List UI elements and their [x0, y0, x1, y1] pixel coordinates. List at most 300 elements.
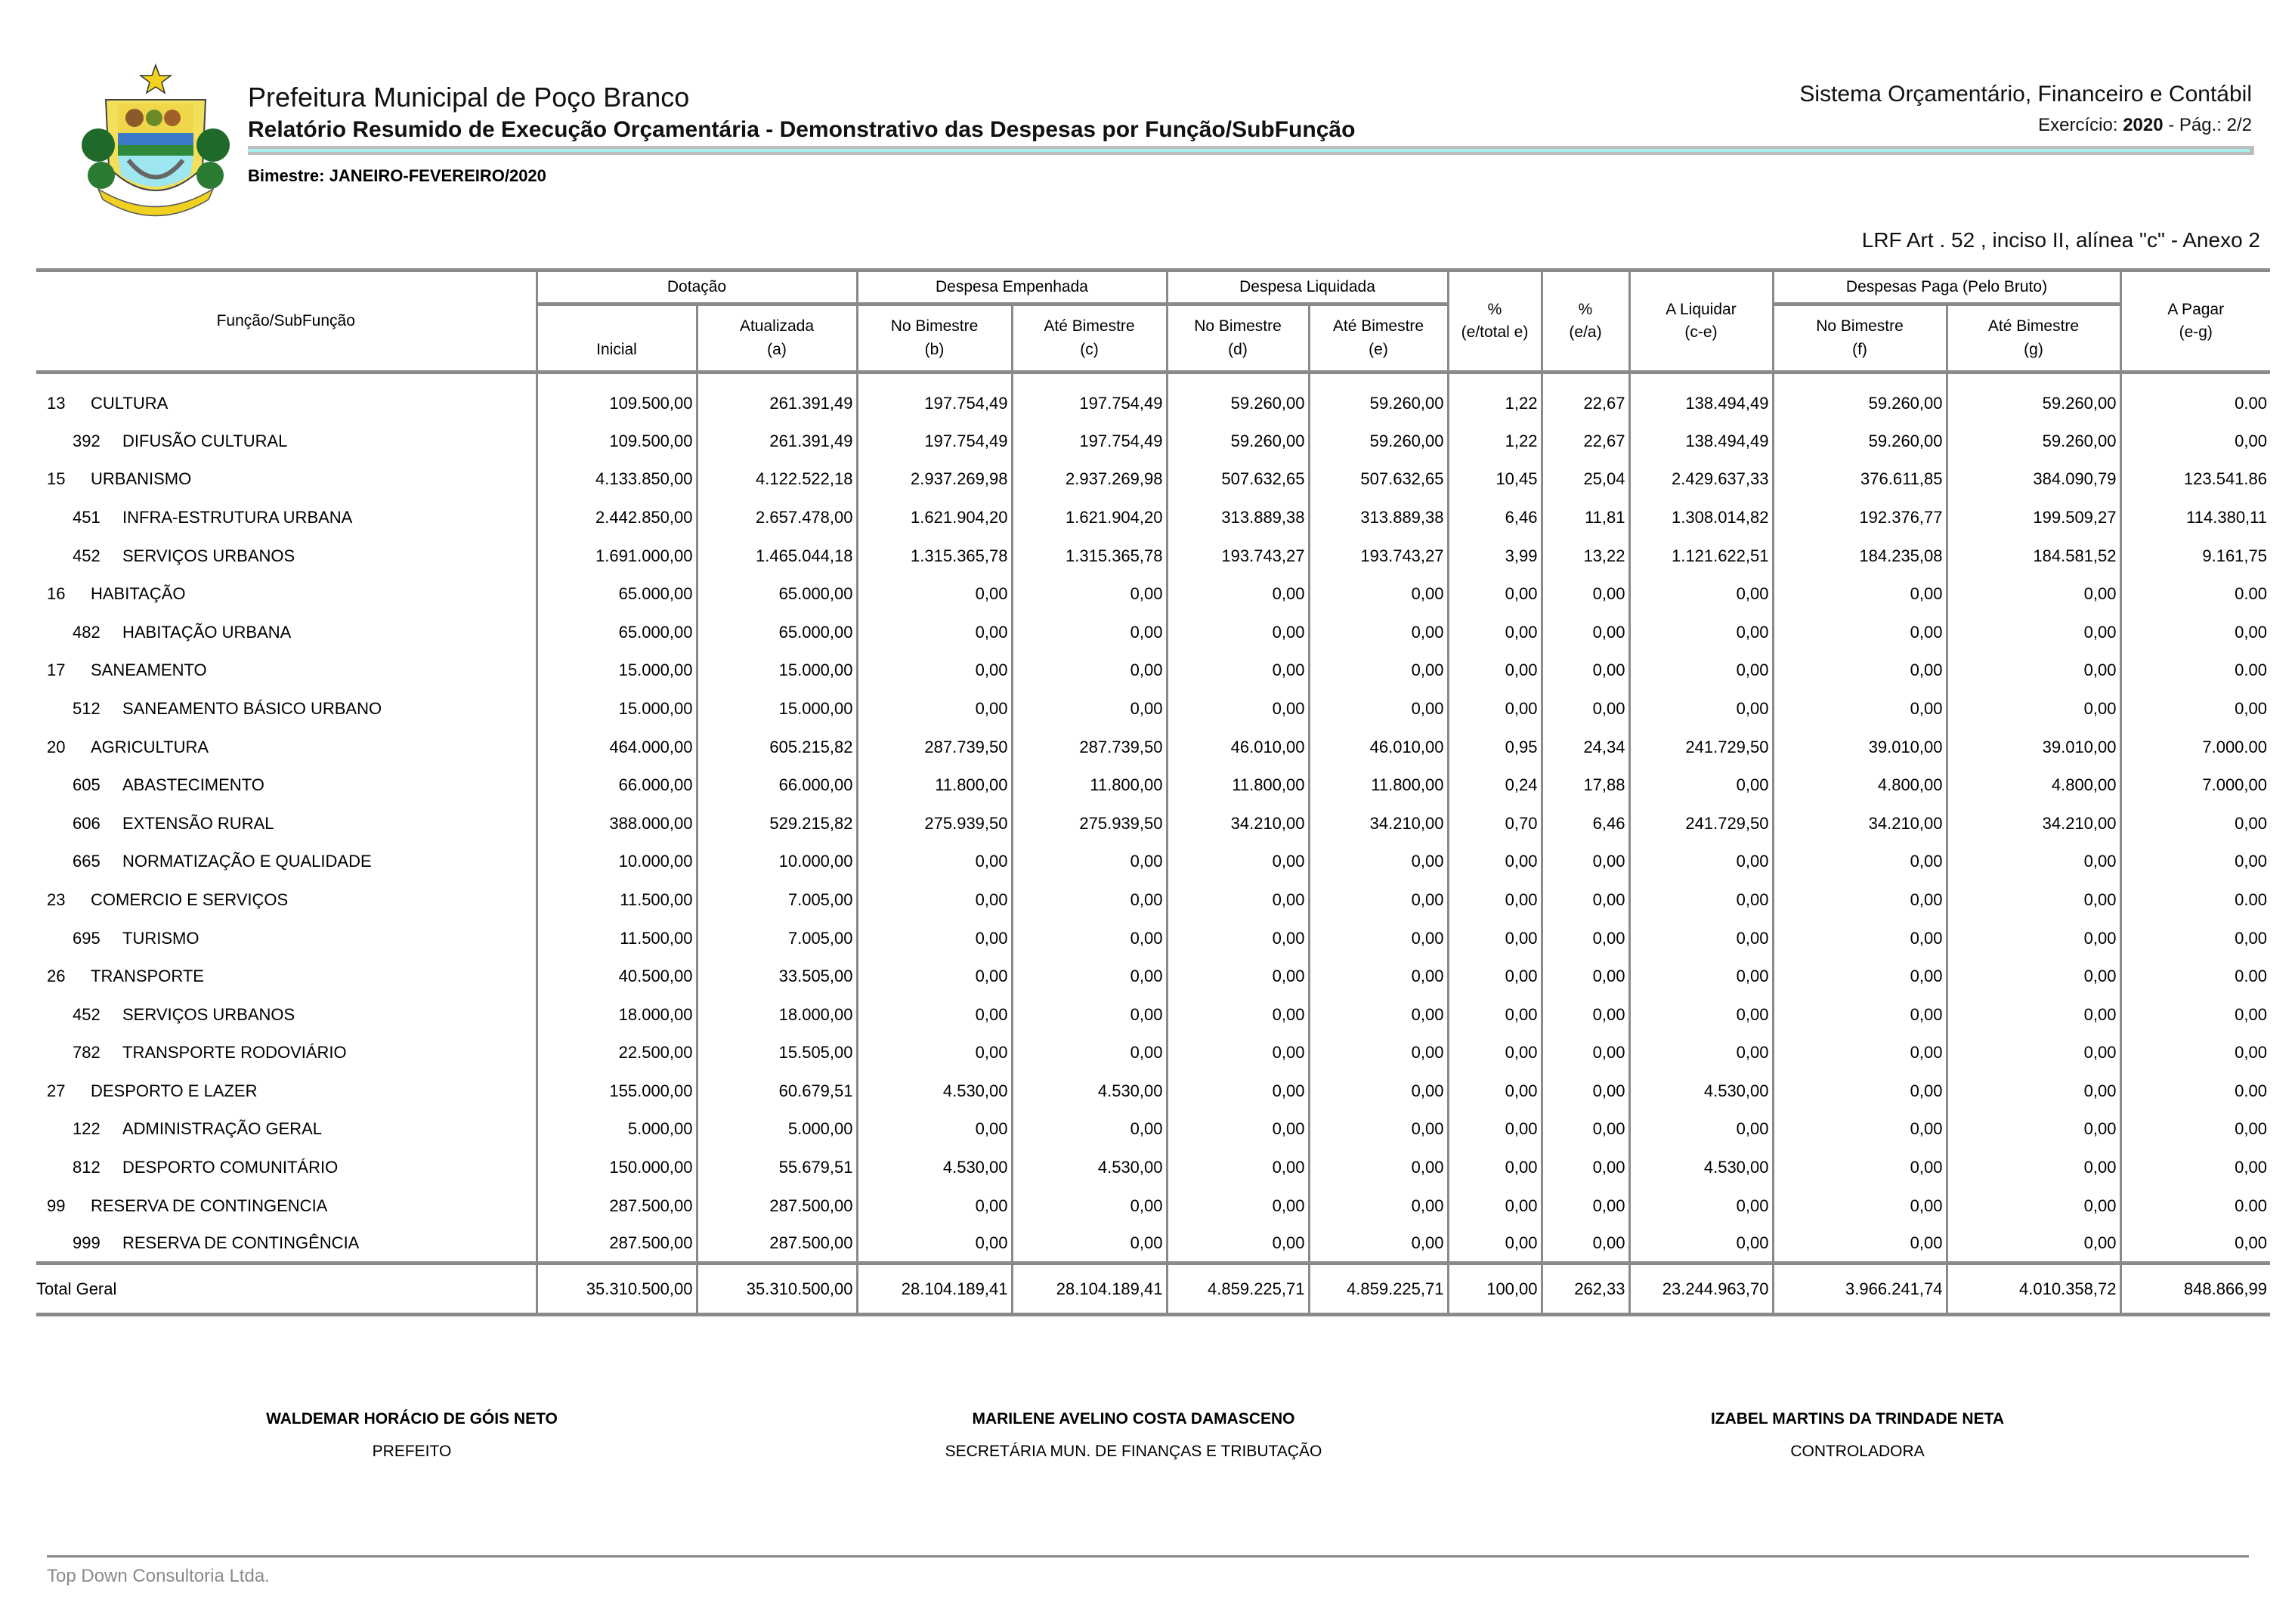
row-label	[36, 422, 537, 461]
cell-pct-ea: 0,00	[1542, 919, 1629, 957]
cell-pct-total: 0,00	[1448, 1225, 1542, 1264]
cell-atualizada: 1.465.044,18	[697, 537, 857, 575]
row-name: SANEAMENTO BÁSICO URBANO	[122, 698, 382, 718]
row-label	[36, 995, 537, 1034]
cell-pct-ea: 13,22	[1542, 537, 1629, 575]
subfuncao-row	[36, 1225, 2270, 1264]
cell-pct-total: 0,00	[1448, 881, 1542, 920]
cell-empenhada-ate-bimestre: 0,00	[1012, 995, 1167, 1034]
cell-liquidada-ate-bimestre: 11.800,00	[1309, 766, 1448, 805]
header-empenhada-no-bimestre: No Bimestre (b)	[857, 305, 1012, 373]
cell-empenhada-no-bimestre: 0,00	[857, 919, 1012, 957]
subfuncao-row	[36, 537, 2270, 575]
row-label	[36, 460, 537, 499]
row-code: 605	[73, 775, 101, 795]
subfuncao-row	[36, 995, 2270, 1034]
total-a-liquidar: 23.244.963,70	[1629, 1264, 1773, 1315]
row-code: 606	[73, 813, 101, 833]
row-name: HABITAÇÃO URBANA	[122, 622, 292, 642]
cell-pct-ea: 17,88	[1542, 766, 1629, 805]
cell-atualizada: 10.000,00	[697, 843, 857, 881]
cell-a-liquidar: 1.121.622,51	[1629, 537, 1773, 575]
row-label	[36, 728, 537, 766]
cell-liquidada-no-bimestre: 11.800,00	[1167, 766, 1309, 805]
cell-inicial: 65.000,00	[537, 575, 697, 614]
cell-pct-total: 0,00	[1448, 1149, 1542, 1187]
cell-pct-total: 0,00	[1448, 613, 1542, 651]
row-name: URBANISMO	[91, 469, 192, 489]
total-a-pagar: 848.866,99	[2120, 1264, 2270, 1315]
total-pct-ea: 262,33	[1542, 1264, 1629, 1315]
cell-paga-ate-bimestre: 0,00	[1947, 1149, 2120, 1187]
cell-a-liquidar: 0,00	[1629, 1225, 1773, 1264]
cell-empenhada-ate-bimestre: 0,00	[1012, 1186, 1167, 1225]
cell-liquidada-ate-bimestre: 0,00	[1309, 957, 1448, 996]
row-label	[36, 1110, 537, 1149]
cell-paga-no-bimestre: 59.260,00	[1773, 422, 1947, 461]
cell-empenhada-ate-bimestre: 0,00	[1012, 575, 1167, 614]
cell-liquidada-ate-bimestre: 0,00	[1309, 995, 1448, 1034]
signature-secretaria: MARILENE AVELINO COSTA DAMASCENO SECRETÁRIA MUN. DE FINANÇAS E TRIBUTAÇÃO	[945, 1410, 1322, 1460]
cell-pct-total: 0,00	[1448, 1034, 1542, 1072]
row-label	[36, 804, 537, 843]
report-subtitle: Relatório Resumido de Execução Orçamentária - Demonstrativo das Despesas por Função/SubFunção	[248, 117, 1356, 142]
cell-paga-ate-bimestre: 0,00	[1947, 1225, 2120, 1264]
cell-atualizada: 15.505,00	[697, 1034, 857, 1072]
cell-paga-no-bimestre: 184.235,08	[1773, 537, 1947, 575]
row-name: DIFUSÃO CULTURAL	[122, 431, 288, 450]
row-label	[36, 1072, 537, 1111]
cell-empenhada-no-bimestre: 0,00	[857, 651, 1012, 690]
cell-empenhada-ate-bimestre: 1.315.365,78	[1012, 537, 1167, 575]
cell-liquidada-ate-bimestre: 59.260,00	[1309, 373, 1448, 422]
row-code: 695	[73, 928, 101, 948]
cell-a-pagar: 0.00	[2120, 575, 2270, 614]
cell-paga-ate-bimestre: 384.090,79	[1947, 460, 2120, 499]
cell-a-pagar: 0,00	[2120, 804, 2270, 843]
cell-paga-no-bimestre: 0,00	[1773, 1110, 1947, 1149]
header-liquidada: Despesa Liquidada	[1167, 271, 1448, 305]
cell-paga-no-bimestre: 192.376,77	[1773, 499, 1947, 537]
subfuncao-row	[36, 1034, 2270, 1072]
cell-liquidada-ate-bimestre: 0,00	[1309, 1186, 1448, 1225]
cell-paga-no-bimestre: 0,00	[1773, 919, 1947, 957]
cell-paga-ate-bimestre: 0,00	[1947, 957, 2120, 996]
cell-a-liquidar: 138.494,49	[1629, 422, 1773, 461]
header-liquidada-ate-bimestre: Até Bimestre (e)	[1309, 305, 1448, 373]
cell-pct-ea: 22,67	[1542, 422, 1629, 461]
page-number: - Pág.: 2/2	[2168, 115, 2252, 135]
cell-paga-ate-bimestre: 0,00	[1947, 881, 2120, 920]
row-code: 665	[73, 852, 101, 871]
cell-pct-ea: 22,67	[1542, 373, 1629, 422]
cell-empenhada-ate-bimestre: 197.754,49	[1012, 422, 1167, 461]
cell-a-liquidar: 0,00	[1629, 957, 1773, 996]
cell-pct-total: 10,45	[1448, 460, 1542, 499]
cell-atualizada: 55.679,51	[697, 1149, 857, 1187]
cell-liquidada-ate-bimestre: 0,00	[1309, 1072, 1448, 1111]
cell-pct-total: 0,00	[1448, 575, 1542, 614]
funcao-row	[36, 1186, 2270, 1225]
cell-paga-ate-bimestre: 0,00	[1947, 1034, 2120, 1072]
cell-empenhada-ate-bimestre: 2.937.269,98	[1012, 460, 1167, 499]
cell-paga-no-bimestre: 0,00	[1773, 1072, 1947, 1111]
cell-liquidada-ate-bimestre: 0,00	[1309, 1110, 1448, 1149]
cell-pct-total: 0,00	[1448, 843, 1542, 881]
cell-paga-ate-bimestre: 59.260,00	[1947, 373, 2120, 422]
cell-atualizada: 7.005,00	[697, 919, 857, 957]
cell-paga-no-bimestre: 0,00	[1773, 1034, 1947, 1072]
cell-empenhada-ate-bimestre: 4.530,00	[1012, 1149, 1167, 1187]
cell-liquidada-ate-bimestre: 507.632,65	[1309, 460, 1448, 499]
cell-atualizada: 7.005,00	[697, 881, 857, 920]
cell-empenhada-no-bimestre: 1.621.904,20	[857, 499, 1012, 537]
cell-liquidada-ate-bimestre: 34.210,00	[1309, 804, 1448, 843]
cell-empenhada-no-bimestre: 1.315.365,78	[857, 537, 1012, 575]
header-paga: Despesas Paga (Pelo Bruto)	[1773, 271, 2120, 305]
row-name: CULTURA	[91, 393, 169, 413]
cell-pct-total: 0,00	[1448, 919, 1542, 957]
cell-pct-ea: 0,00	[1542, 1110, 1629, 1149]
row-code: 782	[73, 1043, 101, 1063]
cell-pct-ea: 0,00	[1542, 843, 1629, 881]
row-name: HABITAÇÃO	[91, 584, 186, 604]
cell-a-pagar: 0,00	[2120, 422, 2270, 461]
cell-a-pagar: 0,00	[2120, 1110, 2270, 1149]
cell-pct-total: 6,46	[1448, 499, 1542, 537]
row-label	[36, 881, 537, 920]
cell-liquidada-ate-bimestre: 193.743,27	[1309, 537, 1448, 575]
cell-atualizada: 66.000,00	[697, 766, 857, 805]
row-label	[36, 919, 537, 957]
cell-pct-ea: 0,00	[1542, 690, 1629, 728]
cell-a-liquidar: 2.429.637,33	[1629, 460, 1773, 499]
header-a-pagar: A Pagar (e-g)	[2120, 271, 2270, 373]
cell-atualizada: 261.391,49	[697, 422, 857, 461]
row-code: 26	[47, 967, 66, 986]
funcao-row	[36, 373, 2270, 422]
header-atualizada: Atualizada (a)	[697, 305, 857, 373]
cell-empenhada-no-bimestre: 4.530,00	[857, 1072, 1012, 1111]
cell-empenhada-no-bimestre: 197.754,49	[857, 373, 1012, 422]
header-paga-no-bimestre: No Bimestre (f)	[1773, 305, 1947, 373]
row-code: 482	[73, 622, 101, 642]
footer-divider	[47, 1555, 2249, 1557]
cell-empenhada-no-bimestre: 11.800,00	[857, 766, 1012, 805]
cell-inicial: 1.691.000,00	[537, 537, 697, 575]
header-a-liquidar: A Liquidar (c-e)	[1629, 271, 1773, 373]
cell-pct-total: 0,24	[1448, 766, 1542, 805]
cell-empenhada-ate-bimestre: 0,00	[1012, 919, 1167, 957]
cell-liquidada-no-bimestre: 0,00	[1167, 1149, 1309, 1187]
row-code: 27	[47, 1081, 66, 1100]
row-label	[36, 651, 537, 690]
cell-a-pagar: 0.00	[2120, 881, 2270, 920]
cell-liquidada-ate-bimestre: 46.010,00	[1309, 728, 1448, 766]
row-name: ABASTECIMENTO	[122, 775, 264, 795]
cell-paga-no-bimestre: 0,00	[1773, 651, 1947, 690]
cell-liquidada-no-bimestre: 59.260,00	[1167, 373, 1309, 422]
cell-paga-ate-bimestre: 0,00	[1947, 995, 2120, 1034]
cell-inicial: 155.000,00	[537, 1072, 697, 1111]
cell-liquidada-no-bimestre: 0,00	[1167, 1110, 1309, 1149]
cell-paga-no-bimestre: 0,00	[1773, 690, 1947, 728]
row-code: 812	[73, 1158, 101, 1177]
cell-a-liquidar: 0,00	[1629, 651, 1773, 690]
cell-atualizada: 261.391,49	[697, 373, 857, 422]
row-name: AGRICULTURA	[91, 737, 209, 756]
row-label	[36, 843, 537, 881]
cell-inicial: 5.000,00	[537, 1110, 697, 1149]
row-code: 99	[47, 1196, 66, 1215]
cell-paga-ate-bimestre: 39.010,00	[1947, 728, 2120, 766]
cell-empenhada-no-bimestre: 0,00	[857, 957, 1012, 996]
subfuncao-row	[36, 766, 2270, 805]
funcao-row	[36, 575, 2270, 614]
cell-a-liquidar: 241.729,50	[1629, 804, 1773, 843]
cell-liquidada-no-bimestre: 0,00	[1167, 919, 1309, 957]
row-label	[36, 1034, 537, 1072]
signature-controladora: IZABEL MARTINS DA TRINDADE NETA CONTROLADORA	[1710, 1410, 2005, 1460]
cell-pct-total: 0,00	[1448, 1186, 1542, 1225]
header-pct-ea: % (e/a)	[1542, 271, 1629, 373]
cell-atualizada: 4.122.522,18	[697, 460, 857, 499]
cell-a-pagar: 7.000.00	[2120, 728, 2270, 766]
row-label	[36, 1186, 537, 1225]
subfuncao-row	[36, 1149, 2270, 1187]
row-label	[36, 690, 537, 728]
system-name: Sistema Orçamentário, Financeiro e Contábil	[1799, 82, 2252, 107]
row-name: INFRA-ESTRUTURA URBANA	[122, 507, 353, 527]
cell-a-liquidar: 0,00	[1629, 881, 1773, 920]
funcao-row	[36, 1072, 2270, 1111]
row-code: 15	[47, 469, 66, 489]
cell-paga-no-bimestre: 0,00	[1773, 957, 1947, 996]
cell-empenhada-no-bimestre: 2.937.269,98	[857, 460, 1012, 499]
cell-a-liquidar: 0,00	[1629, 995, 1773, 1034]
cell-pct-ea: 24,34	[1542, 728, 1629, 766]
cell-liquidada-ate-bimestre: 0,00	[1309, 1225, 1448, 1264]
cell-a-pagar: 9.161,75	[2120, 537, 2270, 575]
cell-pct-ea: 0,00	[1542, 1225, 1629, 1264]
cell-pct-total: 0,00	[1448, 995, 1542, 1034]
cell-atualizada: 15.000,00	[697, 651, 857, 690]
cell-empenhada-ate-bimestre: 4.530,00	[1012, 1072, 1167, 1111]
cell-empenhada-ate-bimestre: 0,00	[1012, 957, 1167, 996]
cell-empenhada-ate-bimestre: 0,00	[1012, 1110, 1167, 1149]
cell-inicial: 388.000,00	[537, 804, 697, 843]
cell-a-pagar: 114.380,11	[2120, 499, 2270, 537]
cell-pct-total: 0,00	[1448, 1072, 1542, 1111]
cell-liquidada-no-bimestre: 0,00	[1167, 690, 1309, 728]
cell-pct-total: 1,22	[1448, 422, 1542, 461]
cell-liquidada-no-bimestre: 34.210,00	[1167, 804, 1309, 843]
cell-empenhada-no-bimestre: 0,00	[857, 1034, 1012, 1072]
cell-atualizada: 287.500,00	[697, 1186, 857, 1225]
cell-atualizada: 15.000,00	[697, 690, 857, 728]
cell-liquidada-no-bimestre: 0,00	[1167, 613, 1309, 651]
cell-empenhada-ate-bimestre: 1.621.904,20	[1012, 499, 1167, 537]
header-dotacao: Dotação	[537, 271, 857, 305]
cell-inicial: 11.500,00	[537, 881, 697, 920]
cell-pct-ea: 0,00	[1542, 651, 1629, 690]
cell-inicial: 10.000,00	[537, 843, 697, 881]
row-code: 16	[47, 584, 66, 604]
cell-liquidada-ate-bimestre: 0,00	[1309, 1034, 1448, 1072]
cell-inicial: 40.500,00	[537, 957, 697, 996]
expenses-table	[36, 268, 2270, 1316]
exercicio-year: 2020	[2123, 115, 2164, 135]
cell-empenhada-ate-bimestre: 0,00	[1012, 690, 1167, 728]
cell-paga-ate-bimestre: 199.509,27	[1947, 499, 2120, 537]
cell-paga-no-bimestre: 376.611,85	[1773, 460, 1947, 499]
cell-a-pagar: 0,00	[2120, 995, 2270, 1034]
row-name: SERVIÇOS URBANOS	[122, 1004, 295, 1024]
cell-paga-ate-bimestre: 0,00	[1947, 651, 2120, 690]
row-name: ADMINISTRAÇÃO GERAL	[122, 1119, 323, 1139]
cell-paga-no-bimestre: 0,00	[1773, 613, 1947, 651]
cell-empenhada-ate-bimestre: 287.739,50	[1012, 728, 1167, 766]
cell-inicial: 150.000,00	[537, 1149, 697, 1187]
cell-empenhada-no-bimestre: 0,00	[857, 995, 1012, 1034]
subfuncao-row	[36, 843, 2270, 881]
total-empenhada-ate-bimestre: 28.104.189,41	[1012, 1264, 1167, 1315]
total-paga-no-bimestre: 3.966.241,74	[1773, 1264, 1947, 1315]
cell-empenhada-ate-bimestre: 0,00	[1012, 651, 1167, 690]
cell-inicial: 18.000,00	[537, 995, 697, 1034]
row-label	[36, 613, 537, 651]
row-code: 451	[73, 507, 101, 527]
signature-prefeito: WALDEMAR HORÁCIO DE GÓIS NETO PREFEITO	[266, 1410, 558, 1460]
cell-a-liquidar: 0,00	[1629, 690, 1773, 728]
cell-liquidada-ate-bimestre: 0,00	[1309, 651, 1448, 690]
cell-empenhada-ate-bimestre: 0,00	[1012, 613, 1167, 651]
row-code: 452	[73, 546, 101, 565]
cell-paga-ate-bimestre: 0,00	[1947, 1110, 2120, 1149]
cell-empenhada-ate-bimestre: 0,00	[1012, 1034, 1167, 1072]
total-label: Total Geral	[36, 1264, 537, 1315]
cell-a-pagar: 0,00	[2120, 1034, 2270, 1072]
cell-pct-ea: 6,46	[1542, 804, 1629, 843]
cell-paga-no-bimestre: 4.800,00	[1773, 766, 1947, 805]
cell-a-pagar: 7.000,00	[2120, 766, 2270, 805]
cell-a-liquidar: 0,00	[1629, 919, 1773, 957]
cell-liquidada-no-bimestre: 59.260,00	[1167, 422, 1309, 461]
total-liquidada-ate-bimestre: 4.859.225,71	[1309, 1264, 1448, 1315]
row-code: 23	[47, 889, 66, 909]
cell-atualizada: 287.500,00	[697, 1225, 857, 1264]
cell-inicial: 109.500,00	[537, 373, 697, 422]
cell-inicial: 287.500,00	[537, 1186, 697, 1225]
cell-empenhada-no-bimestre: 0,00	[857, 690, 1012, 728]
cell-liquidada-ate-bimestre: 0,00	[1309, 881, 1448, 920]
subfuncao-row	[36, 804, 2270, 843]
exercicio-label: Exercício:	[2038, 115, 2118, 135]
cell-paga-ate-bimestre: 0,00	[1947, 843, 2120, 881]
cell-pct-total: 0,70	[1448, 804, 1542, 843]
cell-pct-ea: 11,81	[1542, 499, 1629, 537]
cell-pct-ea: 0,00	[1542, 957, 1629, 996]
cell-a-pagar: 0,00	[2120, 919, 2270, 957]
funcao-row	[36, 651, 2270, 690]
cell-inicial: 66.000,00	[537, 766, 697, 805]
cell-paga-ate-bimestre: 4.800,00	[1947, 766, 2120, 805]
cell-atualizada: 605.215,82	[697, 728, 857, 766]
cell-pct-total: 0,00	[1448, 690, 1542, 728]
cell-empenhada-no-bimestre: 275.939,50	[857, 804, 1012, 843]
row-code: 452	[73, 1004, 101, 1024]
cell-a-liquidar: 4.530,00	[1629, 1072, 1773, 1111]
cell-empenhada-no-bimestre: 287.739,50	[857, 728, 1012, 766]
cell-inicial: 109.500,00	[537, 422, 697, 461]
cell-empenhada-no-bimestre: 0,00	[857, 843, 1012, 881]
cell-pct-total: 0,00	[1448, 957, 1542, 996]
total-paga-ate-bimestre: 4.010.358,72	[1947, 1264, 2120, 1315]
cell-pct-total: 1,22	[1448, 373, 1542, 422]
cell-atualizada: 529.215,82	[697, 804, 857, 843]
header-liquidada-no-bimestre: No Bimestre (d)	[1167, 305, 1309, 373]
cell-liquidada-ate-bimestre: 0,00	[1309, 690, 1448, 728]
footer-company: Top Down Consultoria Ltda.	[47, 1566, 270, 1586]
cell-a-liquidar: 0,00	[1629, 1110, 1773, 1149]
cell-inicial: 22.500,00	[537, 1034, 697, 1072]
row-code: 512	[73, 698, 101, 718]
cell-a-liquidar: 0,00	[1629, 1186, 1773, 1225]
total-inicial: 35.310.500,00	[537, 1264, 697, 1315]
cell-pct-ea: 0,00	[1542, 1186, 1629, 1225]
row-label	[36, 499, 537, 537]
row-code: 17	[47, 660, 66, 680]
cell-a-liquidar: 0,00	[1629, 613, 1773, 651]
cell-empenhada-ate-bimestre: 0,00	[1012, 881, 1167, 920]
cell-empenhada-no-bimestre: 197.754,49	[857, 422, 1012, 461]
cell-atualizada: 60.679,51	[697, 1072, 857, 1111]
cell-a-liquidar: 0,00	[1629, 843, 1773, 881]
row-label	[36, 373, 537, 422]
cell-empenhada-ate-bimestre: 0,00	[1012, 1225, 1167, 1264]
row-name: SERVIÇOS URBANOS	[122, 546, 295, 565]
cell-liquidada-ate-bimestre: 0,00	[1309, 613, 1448, 651]
row-code: 20	[47, 737, 66, 756]
row-label	[36, 537, 537, 575]
cell-empenhada-no-bimestre: 0,00	[857, 1110, 1012, 1149]
cell-paga-ate-bimestre: 59.260,00	[1947, 422, 2120, 461]
header-divider	[248, 146, 2254, 155]
cell-atualizada: 2.657.478,00	[697, 499, 857, 537]
cell-a-liquidar: 4.530,00	[1629, 1149, 1773, 1187]
cell-a-pagar: 0,00	[2120, 690, 2270, 728]
cell-pct-ea: 0,00	[1542, 881, 1629, 920]
total-liquidada-no-bimestre: 4.859.225,71	[1167, 1264, 1309, 1315]
row-name: DESPORTO E LAZER	[91, 1081, 258, 1100]
cell-inicial: 2.442.850,00	[537, 499, 697, 537]
cell-paga-no-bimestre: 0,00	[1773, 1225, 1947, 1264]
cell-a-pagar: 0,00	[2120, 613, 2270, 651]
cell-pct-ea: 0,00	[1542, 1072, 1629, 1111]
cell-paga-ate-bimestre: 0,00	[1947, 575, 2120, 614]
table-body	[36, 373, 2270, 1315]
cell-liquidada-no-bimestre: 0,00	[1167, 1225, 1309, 1264]
cell-pct-total: 0,95	[1448, 728, 1542, 766]
total-row	[36, 1264, 2270, 1315]
cell-pct-ea: 0,00	[1542, 575, 1629, 614]
cell-pct-ea: 0,00	[1542, 613, 1629, 651]
funcao-row	[36, 728, 2270, 766]
cell-a-liquidar: 0,00	[1629, 575, 1773, 614]
total-empenhada-no-bimestre: 28.104.189,41	[857, 1264, 1012, 1315]
cell-liquidada-ate-bimestre: 313.889,38	[1309, 499, 1448, 537]
cell-liquidada-no-bimestre: 0,00	[1167, 651, 1309, 690]
